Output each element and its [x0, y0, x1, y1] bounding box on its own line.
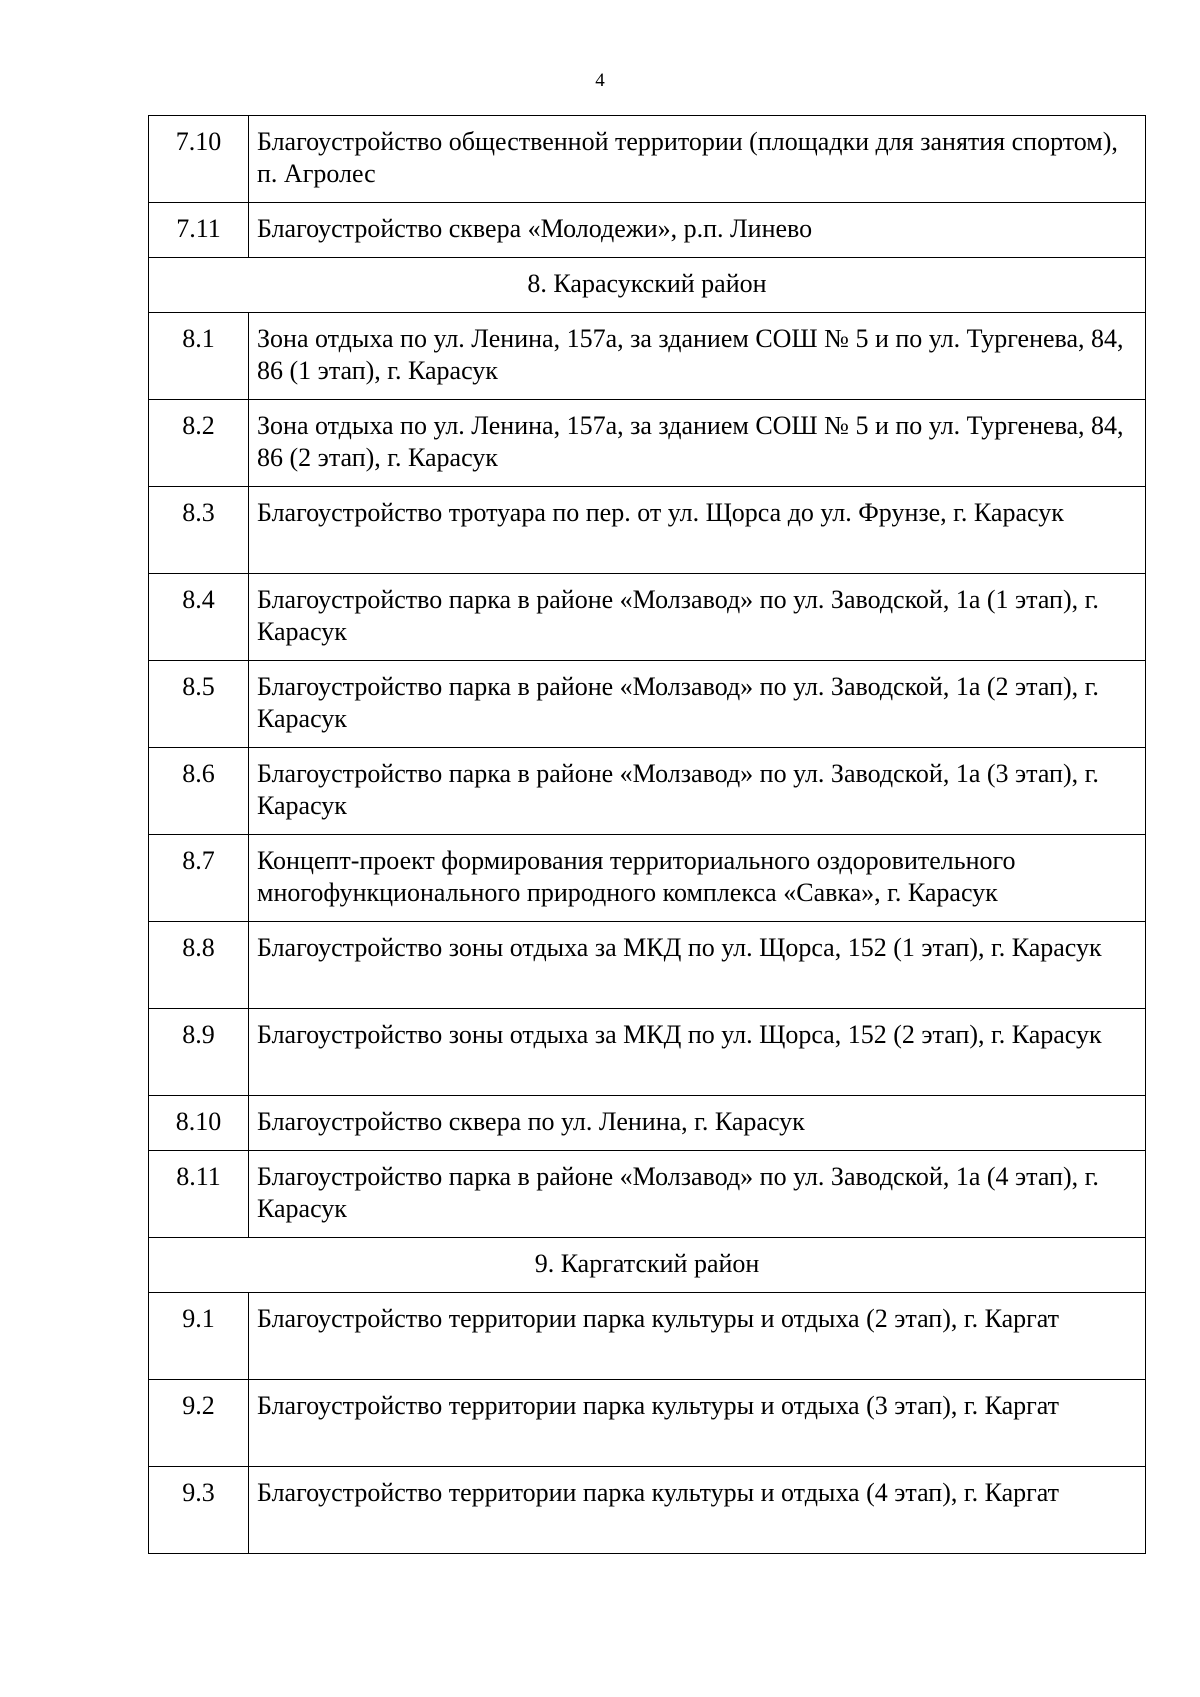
section-title: 8. Карасукский район: [149, 258, 1146, 313]
item-number: 8.11: [149, 1151, 249, 1238]
table-row: [149, 1096, 1146, 1151]
item-number: 9.2: [149, 1380, 249, 1467]
table-row: [149, 922, 1146, 1009]
item-number: 8.2: [149, 400, 249, 487]
item-number: 8.9: [149, 1009, 249, 1096]
table-row: [149, 1009, 1146, 1096]
item-description: Благоустройство общественной территории (площадки для занятия спортом), п. Агролес: [249, 116, 1146, 203]
item-number: 9.3: [149, 1467, 249, 1554]
table-row: [149, 661, 1146, 748]
table-row: [149, 487, 1146, 574]
item-description: Благоустройство парка в районе «Молзавод» по ул. Заводской, 1а (1 этап), г. Карасук: [249, 574, 1146, 661]
item-number: 8.4: [149, 574, 249, 661]
table-row: [149, 116, 1146, 203]
table-row: [149, 313, 1146, 400]
item-number: 9.1: [149, 1293, 249, 1380]
table-row: [149, 835, 1146, 922]
table-row: [149, 748, 1146, 835]
item-number: 8.7: [149, 835, 249, 922]
item-number: 7.11: [149, 203, 249, 258]
item-number: 8.5: [149, 661, 249, 748]
table-row: [149, 1467, 1146, 1554]
page-number: 4: [595, 70, 605, 91]
item-number: 7.10: [149, 116, 249, 203]
item-description: Благоустройство парка в районе «Молзавод» по ул. Заводской, 1а (4 этап), г. Карасук: [249, 1151, 1146, 1238]
item-description: Благоустройство сквера «Молодежи», р.п. Линево: [249, 203, 1146, 258]
section-title: 9. Каргатский район: [149, 1238, 1146, 1293]
section-header-row: [149, 258, 1146, 313]
item-description: Зона отдыха по ул. Ленина, 157а, за зданием СОШ № 5 и по ул. Тургенева, 84, 86 (1 этап), г. Карасук: [249, 313, 1146, 400]
table-row: [149, 1380, 1146, 1467]
item-description: Благоустройство зоны отдыха за МКД по ул. Щорса, 152 (2 этап), г. Карасук: [249, 1009, 1146, 1096]
item-number: 8.8: [149, 922, 249, 1009]
table-row: [149, 400, 1146, 487]
item-description: Благоустройство территории парка культуры и отдыха (4 этап), г. Каргат: [249, 1467, 1146, 1554]
item-number: 8.10: [149, 1096, 249, 1151]
item-description: Благоустройство парка в районе «Молзавод» по ул. Заводской, 1а (2 этап), г. Карасук: [249, 661, 1146, 748]
item-description: Зона отдыха по ул. Ленина, 157а, за зданием СОШ № 5 и по ул. Тургенева, 84, 86 (2 этап), г. Карасук: [249, 400, 1146, 487]
item-description: Благоустройство парка в районе «Молзавод» по ул. Заводской, 1а (3 этап), г. Карасук: [249, 748, 1146, 835]
table-row: [149, 574, 1146, 661]
item-number: 8.1: [149, 313, 249, 400]
table-row: [149, 1293, 1146, 1380]
item-description: Благоустройство территории парка культуры и отдыха (3 этап), г. Каргат: [249, 1380, 1146, 1467]
item-description: Концепт-проект формирования территориального оздоровительного многофункционального природного комплекса «Савка», г. Карасук: [249, 835, 1146, 922]
objects-table: [148, 115, 1146, 1554]
item-description: Благоустройство тротуара по пер. от ул. Щорса до ул. Фрунзе, г. Карасук: [249, 487, 1146, 574]
item-description: Благоустройство территории парка культуры и отдыха (2 этап), г. Каргат: [249, 1293, 1146, 1380]
item-number: 8.3: [149, 487, 249, 574]
table-body: [149, 116, 1146, 1554]
table-row: [149, 203, 1146, 258]
item-number: 8.6: [149, 748, 249, 835]
table-row: [149, 1151, 1146, 1238]
item-description: Благоустройство зоны отдыха за МКД по ул. Щорса, 152 (1 этап), г. Карасук: [249, 922, 1146, 1009]
section-header-row: [149, 1238, 1146, 1293]
item-description: Благоустройство сквера по ул. Ленина, г. Карасук: [249, 1096, 1146, 1151]
